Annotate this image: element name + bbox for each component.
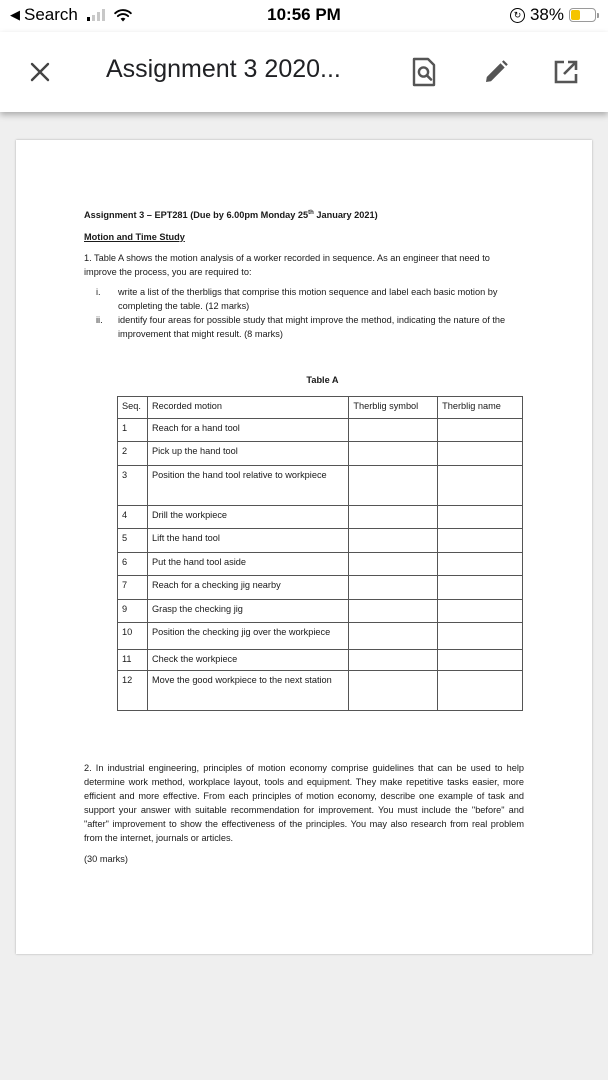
- status-bar: [0, 0, 608, 32]
- orientation-lock-icon: ↻: [510, 8, 525, 23]
- table-row: 6 Put the hand tool aside: [118, 552, 523, 576]
- question-1-item: i. write a list of the therbligs that comprise this motion sequence and label each basic motion by completing the table. (12 marks): [96, 287, 498, 311]
- app-toolbar: [0, 32, 608, 112]
- battery-percent: 38%: [529, 5, 564, 24]
- header-recorded-motion: Recorded motion: [147, 396, 348, 418]
- table-row: 10 Position the checking jig over the workpiece: [118, 623, 523, 650]
- header-therblig-name: Therblig name: [438, 396, 523, 418]
- table-row: 9 Grasp the checking jig: [118, 599, 523, 623]
- close-icon: [29, 61, 51, 83]
- question-1-items: [84, 286, 524, 341]
- document-page[interactable]: [16, 140, 592, 954]
- question-2-marks: (30 marks): [84, 854, 128, 864]
- back-arrow-icon: ◀: [10, 7, 20, 22]
- table-header-row: [118, 396, 523, 418]
- edit-pencil-icon: [483, 59, 509, 85]
- battery-level-fill: [571, 10, 580, 20]
- question-1-intro: 1. Table A shows the motion analysis of a worker recorded in sequence. As an engineer that need to improve the process, you are required to:: [84, 253, 490, 277]
- table-row: 1 Reach for a hand tool: [118, 418, 523, 442]
- table-row: 11 Check the workpiece: [118, 650, 523, 671]
- table-row: 4 Drill the workpiece: [118, 505, 523, 529]
- document-content: [84, 209, 524, 867]
- table-row: 7 Reach for a checking jig nearby: [118, 576, 523, 600]
- open-in-new-button[interactable]: [548, 54, 584, 90]
- document-title: Assignment 3 2020...: [106, 55, 341, 83]
- therblig-table: [117, 396, 523, 712]
- section-subheading: Motion and Time Study: [84, 231, 185, 242]
- question-2-text: 2. In industrial engineering, principles of motion economy comprise guidelines that can be used to help determine work method, workplace layout, tools and equipment. They make repetitive tasks easier, more efficient and more effective. From each principles of motion economy, describe one example of task and support your answer with suitable recommendation for improvement. You must include the "before" and "after" improvement to show the effectiveness of the principles. You may also research from real problem from the internet, journals or articles.: [84, 763, 524, 843]
- back-app-label: Search: [24, 5, 78, 24]
- find-in-page-button[interactable]: [406, 54, 442, 90]
- edit-button[interactable]: [478, 54, 514, 90]
- table-row: 12 Move the good workpiece to the next station: [118, 671, 523, 711]
- header-therblig-symbol: Therblig symbol: [349, 396, 438, 418]
- status-time: 10:56 PM: [267, 5, 341, 24]
- question-1-item: ii. identify four areas for possible study that might improve the method, indicating the nature of the improvement that might result. (8 marks): [96, 315, 506, 339]
- table-row: 2 Pick up the hand tool: [118, 442, 523, 466]
- table-row: 3 Position the hand tool relative to workpiece: [118, 465, 523, 505]
- battery-icon: [569, 8, 596, 22]
- header-seq: Seq.: [118, 396, 148, 418]
- open-in-new-icon: [553, 59, 579, 85]
- close-button[interactable]: [22, 54, 58, 90]
- table-row: 5 Lift the hand tool: [118, 529, 523, 553]
- table-title: Table A: [306, 375, 339, 385]
- find-in-page-icon: [411, 57, 437, 87]
- assignment-heading: Assignment 3 – EPT281 (Due by 6.00pm Monday 25th January 2021): [84, 209, 378, 220]
